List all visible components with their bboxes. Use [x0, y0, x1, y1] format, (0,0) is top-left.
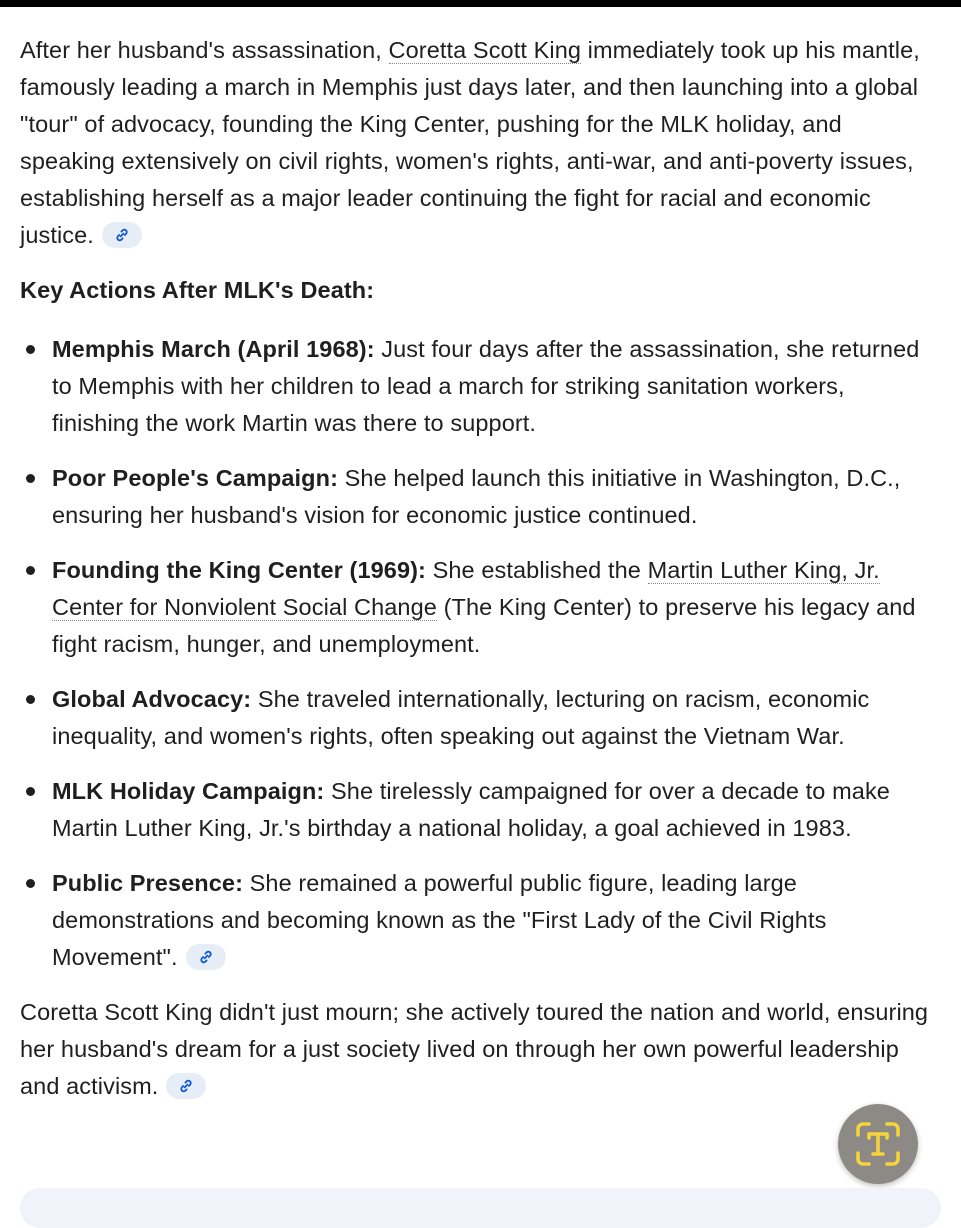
list-item: [20, 460, 938, 534]
source-link-chip[interactable]: [102, 222, 142, 248]
list-item-title: Founding the King Center (1969):: [52, 557, 426, 583]
key-actions-list: [20, 331, 938, 976]
list-item: [20, 865, 938, 976]
king-center-link[interactable]: Martin Luther King, Jr. Center for Nonviolent Social Change: [52, 557, 880, 620]
closing-paragraph: [20, 994, 938, 1105]
list-item-text: She traveled internationally, lecturing on racism, economic inequality, and women's rights, often speaking out against the Vietnam War.: [52, 686, 870, 749]
intro-paragraph: [20, 32, 938, 254]
list-item-text: She remained a powerful public figure, leading large demonstrations and becoming known as the "First Lady of the Civil Rights Movement".: [52, 870, 827, 970]
response-content: [20, 32, 938, 1105]
status-bar-edge: [0, 0, 961, 7]
link-icon: [114, 227, 130, 243]
list-item-title: Poor People's Campaign:: [52, 465, 339, 491]
source-link-chip[interactable]: [166, 1073, 206, 1099]
list-item: [20, 331, 938, 442]
link-icon: [198, 949, 214, 965]
list-item-title: Global Advocacy:: [52, 686, 252, 712]
list-item-text: (The King Center) to preserve his legacy and fight racism, hunger, and unemployment.: [52, 594, 916, 657]
list-item-title: Public Presence:: [52, 870, 243, 896]
bullet-dot: [26, 345, 35, 354]
bullet-dot: [26, 787, 35, 796]
list-item-title: MLK Holiday Campaign:: [52, 778, 325, 804]
list-item-text: She tirelessly campaigned for over a decade to make Martin Luther King, Jr.'s birthday a national holiday, a goal achieved in 1983.: [52, 778, 890, 841]
source-link-chip[interactable]: [186, 944, 226, 970]
list-item: [20, 681, 938, 755]
bullet-dot: [26, 474, 35, 483]
coretta-scott-king-link[interactable]: Coretta Scott King: [388, 37, 582, 63]
text-scan-icon: [852, 1118, 904, 1170]
bullet-dot: [26, 695, 35, 704]
list-item: [20, 773, 938, 847]
bullet-dot: [26, 879, 35, 888]
list-item-title: Memphis March (April 1968):: [52, 336, 375, 362]
intro-text-end: immediately took up his mantle, famously leading a march in Memphis just days later, and then launching into a global "tour" of advocacy, founding the King Center, pushing for the MLK holiday, and speaking extensively on civil rights, women's rights, anti-war, and anti-poverty issues, establishing herself as a major leader continuing the fight for racial and economic justice.: [20, 37, 920, 248]
bullet-dot: [26, 566, 35, 575]
list-item: [20, 552, 938, 663]
bottom-card: [20, 1188, 941, 1228]
list-item-text: Just four days after the assassination, she returned to Memphis with her children to lead a march for striking sanitation workers, finishing the work Martin was there to support.: [52, 336, 920, 436]
section-heading: Key Actions After MLK's Death:: [20, 277, 375, 303]
intro-text-start: After her husband's assassination,: [20, 37, 389, 63]
list-item-text: She established the: [425, 557, 648, 583]
text-scan-button[interactable]: [838, 1104, 918, 1184]
link-icon: [178, 1078, 194, 1094]
closing-text: Coretta Scott King didn't just mourn; she actively toured the nation and world, ensuring her husband's dream for a just society lived on through her own powerful leadership and activism.: [20, 999, 929, 1099]
list-item-text: She helped launch this initiative in Washington, D.C., ensuring her husband's vision for economic justice continued.: [52, 465, 901, 528]
